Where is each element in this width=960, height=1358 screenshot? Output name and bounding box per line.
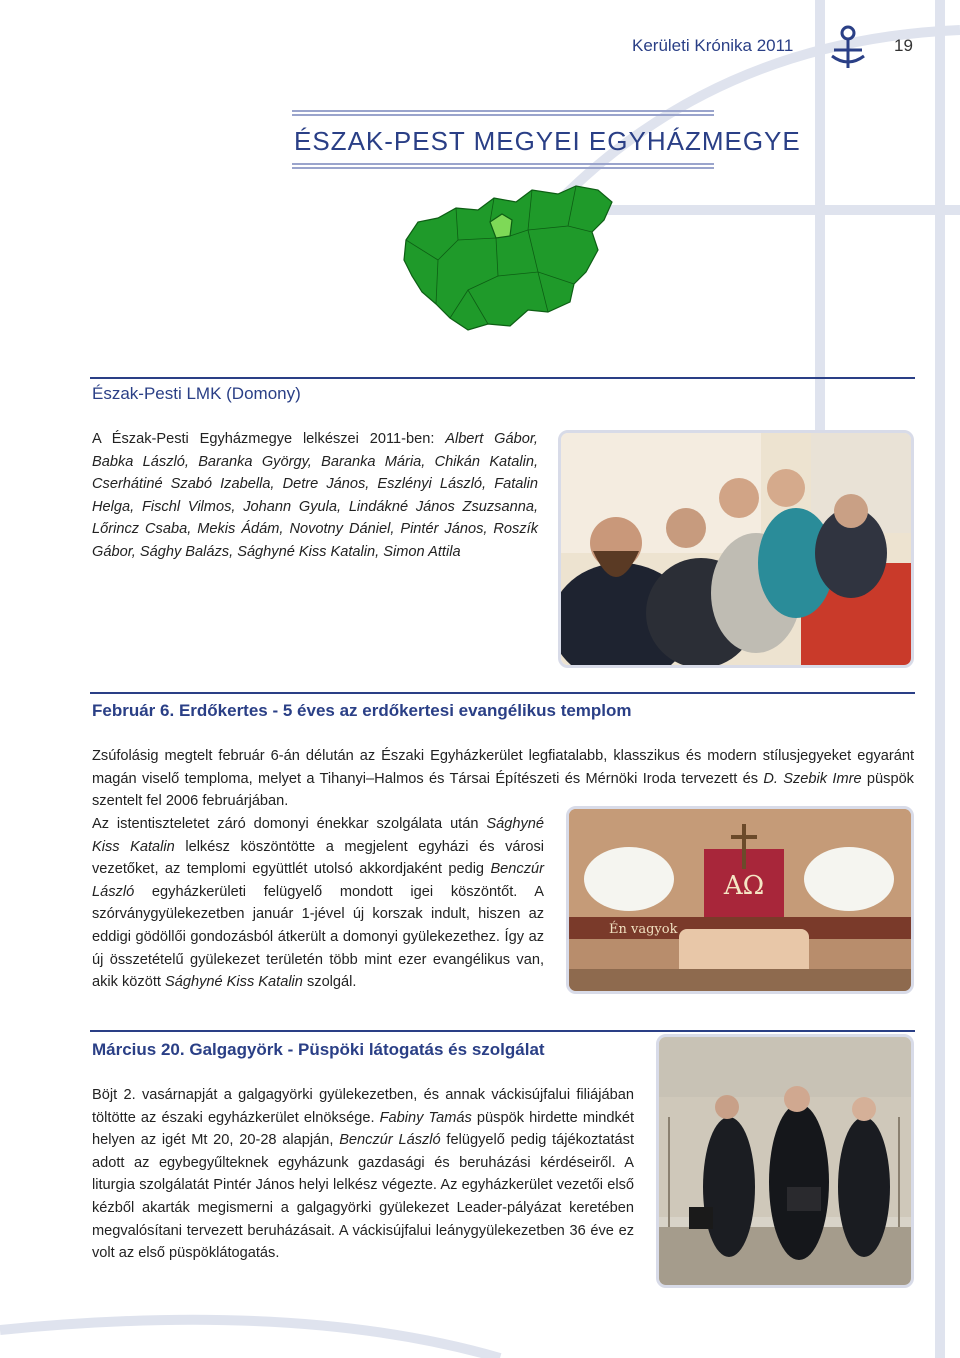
section-divider [90,1030,915,1032]
section2-paragraph-2: Az istentiszteletet záró domonyi énekkar szolgálata után Sághyné Kiss Katalin lelkész köszöntötte a megjelent egyházi és városi vezetőket, az templomi együttlét utolsó akkordjaként pedig Benczúr László egyházkerületi felügyelő mondott igei köszöntőt. A szórványgyülekezetben január 1-jével új korszak indult, hiszen az eddigi gödöllői gondozásból átkerült a domonyi gyülekezethez. Így az új összetételű gyülekezet területén több mint ezer evangélikus van, akik között Sághyné Kiss Katalin szolgál. [92,816,544,991]
altar-alpha-omega: AΩ [723,871,765,901]
section-heading: Március 20. Galgagyörk - Püspöki látogatás és szolgálat [92,1040,545,1059]
altar-inscription: Én vagyok [609,922,678,937]
cross-anchor-icon [824,24,872,75]
section1-paragraph: A Észak-Pesti Egyházmegye lelkészei 2011-ben: Albert Gábor, Babka László, Baranka György, Baranka Mária, Chikán Katalin, Cserhátiné Szabó Izabella, Detre János, Eszlényi László, Fatalin Helga, Fischl Vilmos, Johann Gyula, Lindákné János Zsuzsanna, Lőrincz Csaba, Mekis Ádám, Novotny Dániel, Pintér János, Roszík Gábor, Sághy Balázs, Sághyné Kiss Katalin, Simon Attila [92,431,538,560]
section-heading: Február 6. Erdőkertes - 5 éves az erdőkertesi evangélikus templom [92,701,632,720]
section2-paragraph-1: Zsúfolásig megtelt február 6-án délután az Északi Egyházkerület legfiatalabb, klasszikus és modern stílusjegyeket egyaránt magán viselő temploma, melyet a Tihanyi–Halmos és Társai Építészeti és Mérnöki Iroda tervezett és D. Szebik Imre püspök szentelt fel 2006 februárjában. [92,748,914,810]
hungary-map [398,180,618,335]
pastor-names: Albert Gábor, Babka László, Baranka György, Baranka Mária, Chikán Katalin, Cserhátiné Szabó Izabella, Detre János, Eszlényi László, Fatalin Helga, Fischl Vilmos, Johann Gyula, Lindákné János Zsuzsanna, Lőrincz Csaba, Mekis Ádám, Novotny Dániel, Pintér János, Roszík Gábor, Sághy Balázs, Sághyné Kiss Katalin, Simon Attila [92,431,538,560]
bishop-visit-photo [656,1034,914,1288]
publication-name: Kerületi Krónika 2011 [632,36,794,55]
page-number: 19 [894,36,913,55]
page-header [632,34,922,62]
section-divider [90,692,915,694]
section-divider [90,377,915,379]
altar-photo [566,806,914,994]
page-title-block [292,110,801,171]
page-title: ÉSZAK-PEST MEGYEI EGYHÁZMEGYE [294,126,801,156]
section-subtitle: Észak-Pesti LMK (Domony) [92,384,301,403]
meeting-photo [558,430,914,668]
section3-paragraph: Böjt 2. vasárnapját a galgagyörki gyülekezetben, és annak váckisújfalui filiájában töltötte az északi egyházkerület elnöksége. Fabiny Tamás püspök hirdette mindkét helyen az igét Mt 20, 20-28 alapján, Benczúr László felügyelő pedig tájékoztatást adott az egybegyűlteknek egyházunk gazdasági és beruházási kérdéseiről. A liturgia szolgálatát Pintér János helyi lelkész végezte. Az egyházkerület vezetői első kézből akarták megismerni a galgagyörki gyülekezet Leader-pályázat keretében megvalósítani tervezett beruházásait. A váckisújfalui leánygyülekezetben 36 éve ez volt az első püspöklátogatás. [92,1087,634,1262]
